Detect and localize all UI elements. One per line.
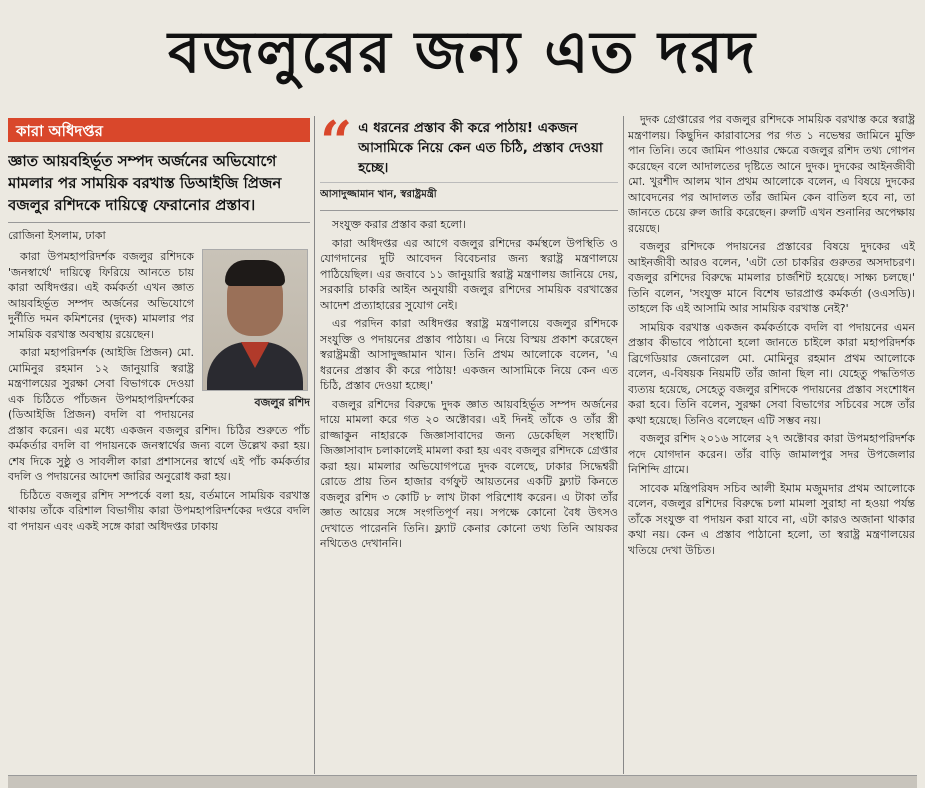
headline: বজলুরের জন্য এত দরদ	[168, 17, 757, 86]
body-paragraph: চিঠিতে বজলুর রশিদ সম্পর্কে বলা হয়, বর্তমানে সাময়িক বরখাস্ত থাকায় তাঁকে বরিশাল বিভাগীয় কারা উপমহাপরিদর্শকের দপ্তরে বদলি বা পদায়ন এবং একই সঙ্গে কারা অধিদপ্তর ঢাকায়	[8, 488, 310, 533]
photo-block	[202, 249, 310, 413]
column-1	[8, 112, 310, 774]
body-paragraph: সংযুক্ত করার প্রস্তাব করা হলো।	[332, 218, 466, 231]
body-paragraph: কারা উপমহাপরিদর্শক বজলুর রশিদকে 'জনস্বার্থে' দায়িত্বে ফিরিয়ে আনতে চায় কারা অধিদপ্তর। এই কর্মকর্তা এখন জ্ঞাত আয়বহির্ভূত সম্পদ অর্জনের অভিযোগে দুর্নীতি দমন কমিশনের (দুদক) মামলার পর সাময়িক বরখাস্ত অবস্থায় রয়েছেন।	[8, 250, 194, 341]
column-divider	[623, 116, 624, 774]
body-paragraph: কারা মহাপরিদর্শক (আইজি প্রিজন) মো. মোমিনুর রহমান ১২ জানুয়ারি স্বরাষ্ট্র মন্ত্রণালয়ের সুরক্ষা সেবা বিভাগকে দেওয়া এক চিঠিতে পাঁচজন উপমহাপরিদর্শকের (ডিআইজি প্রিজন) বদলি বা পদায়নের প্রস্তাব করেন। এর মধ্যে একজন বজলুর রশিদ। চিঠির শুরুতে পাঁচ কর্মকর্তার বদলি বা পদায়নকে জনস্বার্থের জন্য বলে উল্লেখ করা হয়। শেষ দিকে সুষ্ঠু ও সাবলীল কারা প্রশাসনের স্বার্থে এই পাঁচ কর্মকর্তার বদলি ও পদায়নের আদেশ জারির অনুরোধ করা হয়।	[8, 346, 310, 483]
quote-icon: “	[320, 112, 353, 175]
photo-caption: বজলুর রশিদ	[254, 396, 310, 409]
byline: রোজিনা ইসলাম, ঢাকা	[8, 222, 310, 243]
body-paragraph: কারা অধিদপ্তর এর আগে বজলুর রশিদের কর্মস্থলে উপস্থিতি ও যোগদানের দুটি আবেদন বিবেচনার জন্য স্বরাষ্ট্র মন্ত্রণালয়ে পাঠিয়েছিল। এর জবাবে ১১ জানুয়ারি স্বরাষ্ট্র মন্ত্রণালয় জানিয়ে দেয়, সরকারি চাকরি আইন অনুযায়ী বজলুর রশিদের সাময়িক বরখাস্তের আদেশ প্রত্যাহারের সুযোগ নেই।	[320, 236, 618, 312]
column-2	[320, 112, 618, 774]
pull-quote-text: এ ধরনের প্রস্তাব কী করে পাঠায়! একজন আসামিকে নিয়ে কেন এত চিঠি, প্রস্তাব দেওয়া হচ্ছে।	[358, 120, 603, 176]
body-paragraph: বজলুর রশিদের বিরুদ্ধে দুদক জ্ঞাত আয়বহির্ভূত সম্পদ অর্জনের দায়ে মামলা করে গত ২০ অক্টোবর। এই দিনই তাঁকে ও তাঁর স্ত্রী রাজ্জাকুন নাহারকে জিজ্ঞাসাবাদের জন্য ডেকেছিল সংস্থাটি। জিজ্ঞাসাবাদ চলাকালেই মামলা করা হয় এবং বজলুর রশিদকে গ্রেপ্তার করা হয়। মামলার অভিযোগপত্রে দুদক বলেছে, ঢাকার সিদ্ধেশ্বরী রোডে প্রায় তিন হাজার বর্গফুট আয়তনের একটি ফ্ল্যাট কিনতে বজলুর রশিদ ৩ কোটি ৮ লাখ টাকা পরিশোধ করেন। এ টাকা তাঁর জ্ঞাত আয়ের সঙ্গে সংগতিপূর্ণ নয়। সপক্ষে কোনো বৈধ উৎসও দেখাতে পারেননি তিনি। ফ্ল্যাট কেনার কোনো তথ্য তিনি আয়কর নথিতেও দেখাননি।	[320, 397, 618, 550]
article-deck: জ্ঞাত আয়বহির্ভূত সম্পদ অর্জনের অভিযোগে মামলার পর সাময়িক বরখাস্ত ডিআইজি প্রিজন বজলুর রশিদকে দায়িত্বে ফেরানোর প্রস্তাব।	[8, 152, 282, 214]
body-paragraph: দুদক গ্রেপ্তারের পর বজলুর রশিদকে সাময়িক বরখাস্ত করে স্বরাষ্ট্র মন্ত্রণালয়। কিছুদিন কারাবাসের পর গত ১ নভেম্বর জামিনে মুক্তি পান তিনি। তবে জামিন পাওয়ার ক্ষেত্রে বজলুর রশিদ তথ্য গোপন করেছেন বলে আদালতের দৃষ্টিতে আনে দুদক। দুদকের আইনজীবী মো. খুরশীদ আলম খান প্রথম আলোকে বলেন, এ বিষয়ে দুদকের আবেদনের পর আদালত তাঁর জামিন কেন বাতিল হবে না, তা জানতে চেয়ে রুল জারি করেছেন। রুলটি এখন শুনানির অপেক্ষায় রয়েছে।	[628, 113, 915, 235]
body-paragraph: বজলুর রশিদকে পদায়নের প্রস্তাবের বিষয়ে দুদকের এই আইনজীবী আরও বলেন, 'এটা তো চাকরির গুরুতর অসদাচরণ। বজলুর রশিদের বিরুদ্ধে মামলার চার্জশিট হয়েছে। সাক্ষ্য চলছে।' তিনি বলেন, 'সংযুক্ত মানে বিশেষ ভারপ্রাপ্ত কর্মকর্তা (ওএসডি)। তাহলে কি এই আসামি আর সাময়িক বরখাস্ত নেই?'	[628, 240, 915, 315]
body-paragraph: সাবেক মন্ত্রিপরিষদ সচিব আলী ইমাম মজুমদার প্রথম আলোকে বলেন, বজলুর রশিদের বিরুদ্ধে চলা মামলা সুরাহা না হওয়া পর্যন্ত তাঁকে সংযুক্ত বা পদায়ন করা যাবে না, এটা কারও অজানা থাকার কথা নয়। কেন এ প্রস্তাব পাঠানো হলো, তা স্বরাষ্ট্র মন্ত্রণালয়ের খতিয়ে দেখা উচিত।	[628, 481, 915, 557]
page-footer-strip	[8, 775, 917, 788]
body-paragraph: বজলুর রশিদ ২০১৬ সালের ২৭ অক্টোবর কারা উপমহাপরিদর্শক পদে যোগদান করেন। তাঁর বাড়ি জামালপুর সদর উপজেলার নিশিন্দি গ্রামে।	[628, 432, 915, 476]
article-columns	[8, 112, 917, 774]
pull-quote-author: আসাদুজ্জামান খান, স্বরাষ্ট্রমন্ত্রী	[320, 182, 618, 204]
pull-quote	[320, 112, 618, 211]
section-kicker: কারা অধিদপ্তর	[8, 118, 310, 142]
body-paragraph: এর পরদিন কারা অধিদপ্তর স্বরাষ্ট্র মন্ত্রণালয়ে বজলুর রশিদকে সংযুক্তি ও পদায়নের প্রস্তাব পাঠায়। এ নিয়ে বিস্ময় প্রকাশ করেছেন স্বরাষ্ট্রমন্ত্রী আসাদুজ্জামান খান। তিনি প্রথম আলোকে বলেন, 'এ ধরনের প্রস্তাব কী করে পাঠায়! একজন আসামিকে নিয়ে কেন এত চিঠি, প্রস্তাব দেওয়া হচ্ছে।'	[320, 317, 618, 392]
portrait-photo	[202, 249, 308, 391]
column-divider	[314, 116, 315, 774]
column-3	[628, 112, 915, 774]
body-paragraph: সাময়িক বরখাস্ত একজন কর্মকর্তাকে বদলি বা পদায়নের এমন প্রস্তাব কীভাবে পাঠানো হলো জানতে চাইলে কারা মহাপরিদর্শক ব্রিগেডিয়ার জেনারেল মো. মোমিনুর রহমান প্রথম আলোকে বলেন, এ-বিষয়ক নিয়মটি তাঁর জানা ছিল না। যেহেতু পদ্ধতিগত ব্যত্যয় হয়েছে, সেহেতু বজলুর রশিদকে পদায়নের প্রস্তাব সংশোধন করা হবে। তিনি বলেন, সুরক্ষা সেবা বিভাগের সচিবের সঙ্গে তাঁর কথা হয়েছে। তিনিও বলেছেন এটি সম্ভব নয়।	[628, 320, 915, 427]
